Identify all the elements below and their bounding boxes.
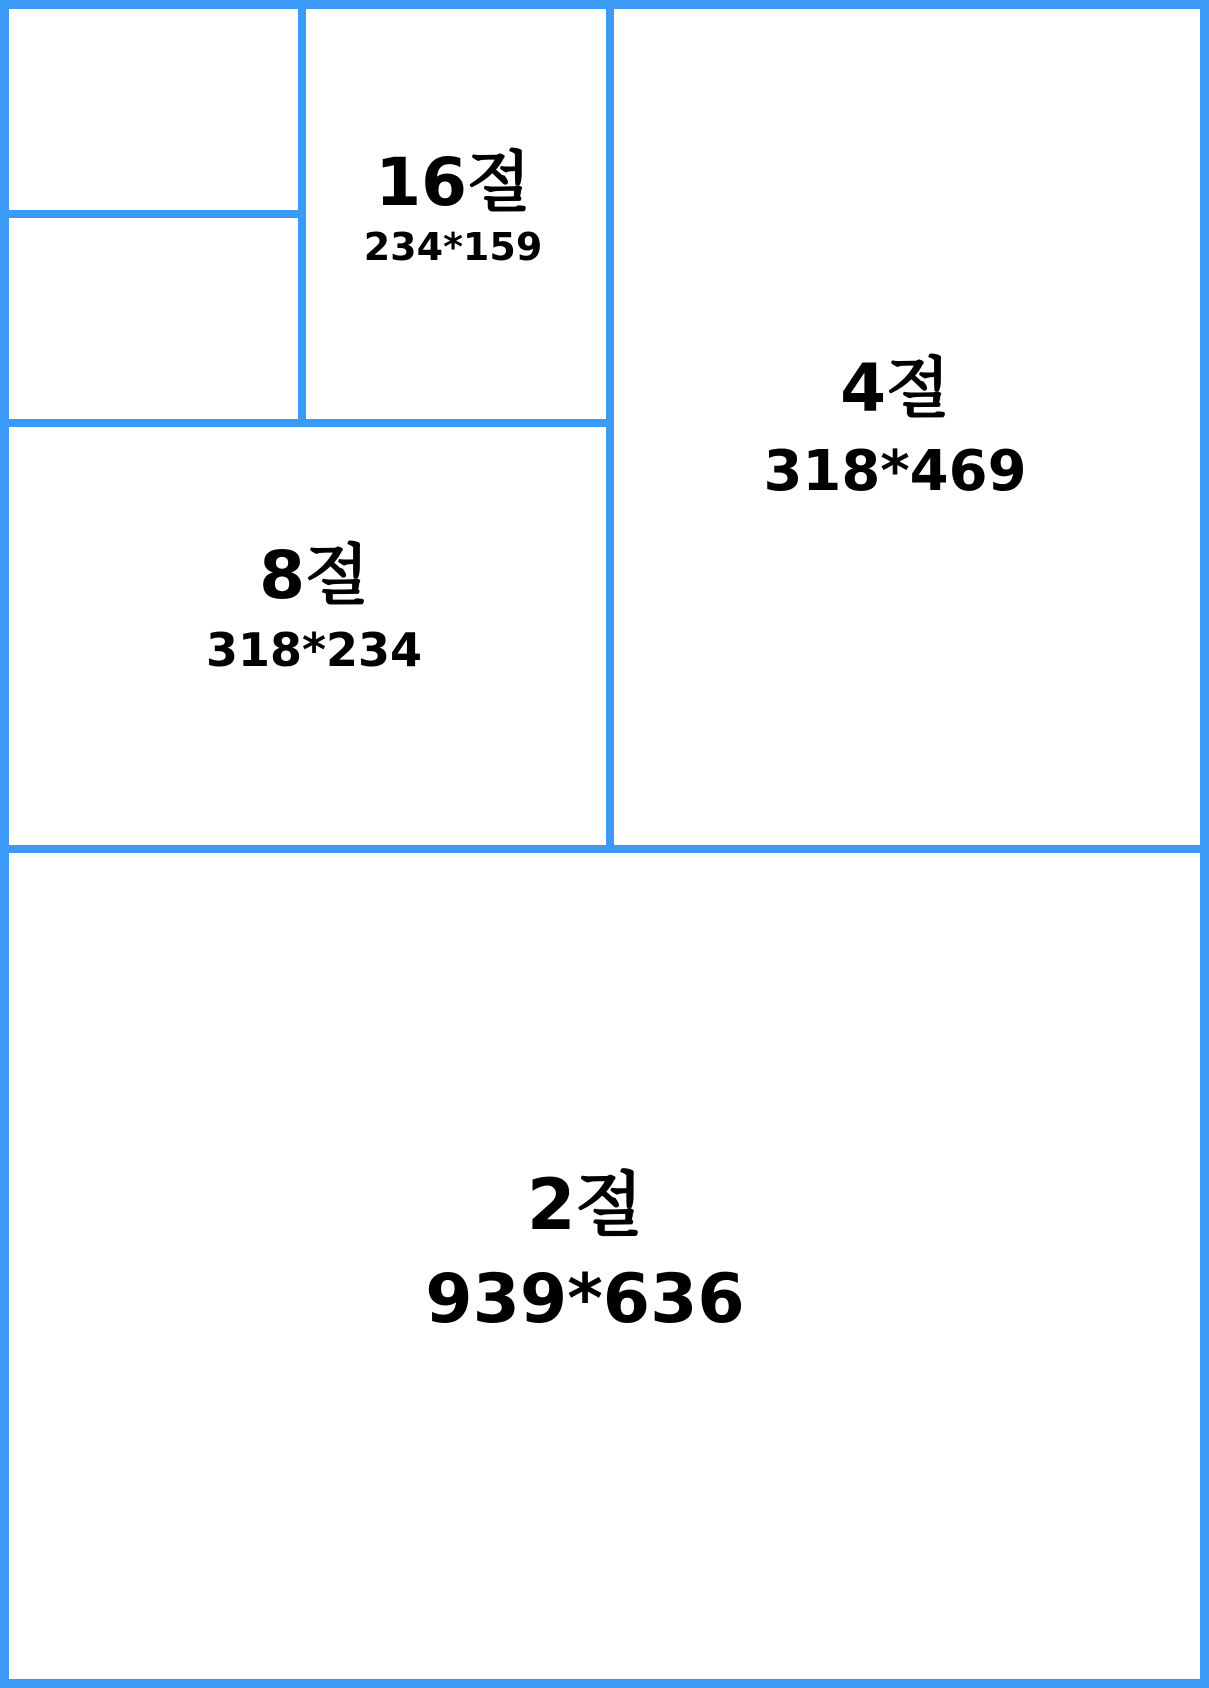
- section-4-name: 4절: [840, 350, 950, 427]
- section-4: [763, 350, 1027, 504]
- section-4-size: 318*469: [763, 439, 1027, 504]
- section-16: [363, 144, 543, 269]
- outer-border-left: [0, 0, 9, 1688]
- outer-border-bottom: [0, 1679, 1209, 1688]
- section-8: [205, 537, 423, 677]
- section-2-name: 2절: [526, 1164, 644, 1246]
- section-2: [425, 1164, 745, 1339]
- section-16-size: 234*159: [363, 225, 543, 269]
- section-2-size: 939*636: [425, 1260, 745, 1339]
- outer-border-right: [1200, 0, 1209, 1688]
- outer-border-top: [0, 0, 1209, 9]
- divider-thirty-second: [0, 210, 302, 218]
- section-8-size: 318*234: [205, 623, 423, 677]
- section-16-name: 16절: [375, 144, 531, 221]
- divider-half: [0, 845, 1209, 853]
- section-8-name: 8절: [259, 537, 369, 614]
